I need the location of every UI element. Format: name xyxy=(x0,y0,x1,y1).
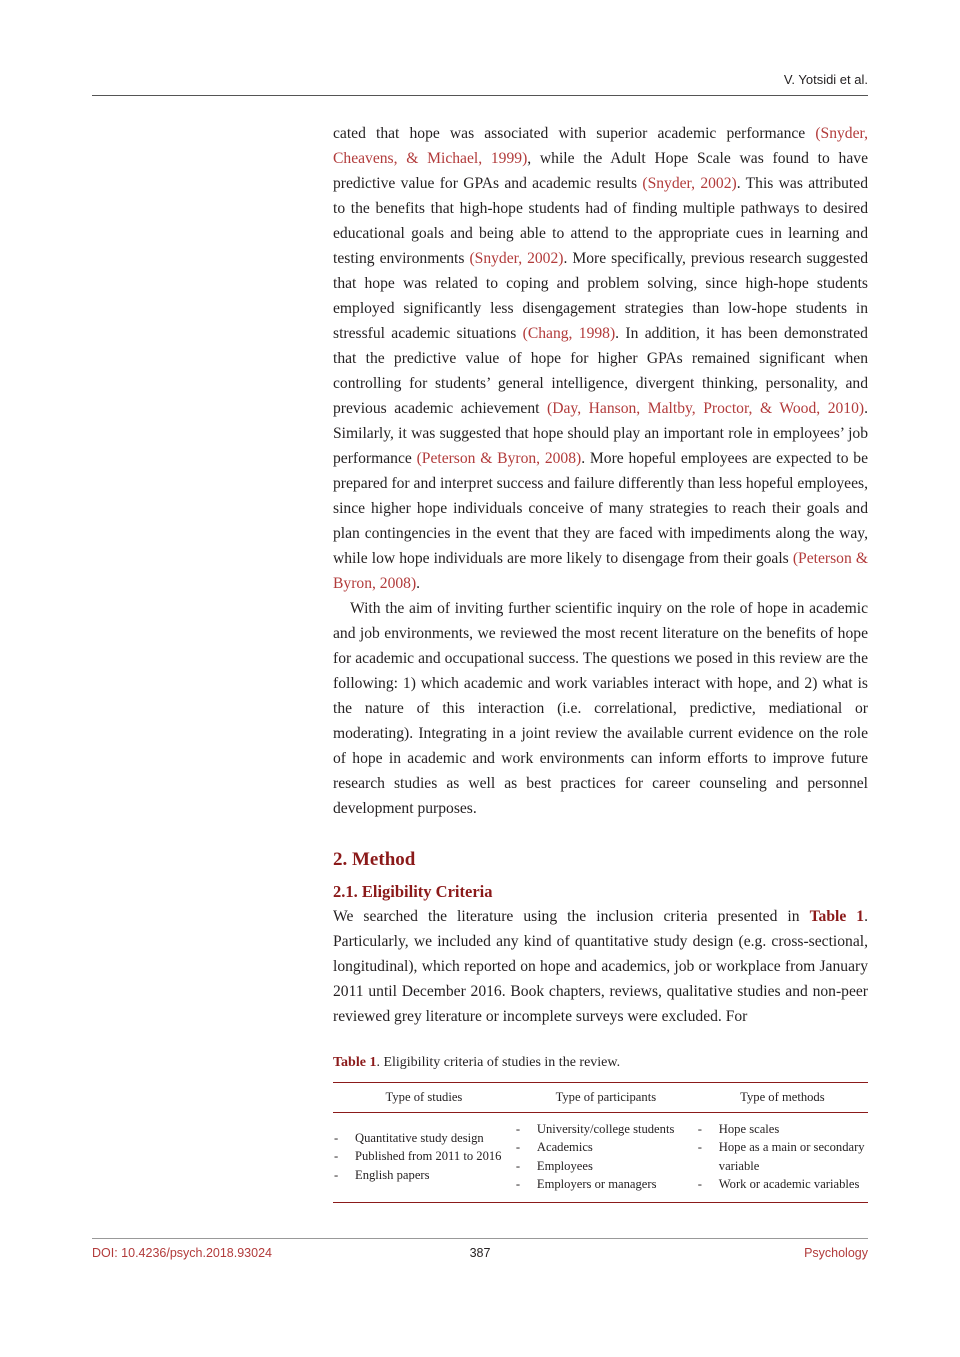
list-item: - Hope scales xyxy=(697,1120,868,1139)
paragraph-hope-academic-job xyxy=(333,121,868,596)
list-item: - Employees xyxy=(515,1157,697,1176)
list-item: - University/college students xyxy=(515,1120,697,1139)
citation-peterson-byron-2008-b[interactable]: (Peterson & Byron, 2008) xyxy=(333,550,868,592)
list-item: - Published from 2011 to 2016 xyxy=(333,1147,515,1166)
citation-snyder-2002-b[interactable]: (Snyder, 2002) xyxy=(469,250,564,267)
column-header-methods: Type of methods xyxy=(697,1083,868,1113)
table-header-row xyxy=(333,1083,868,1113)
text-run: , while the Adult Hope Scale was found to have predictive value for GPAs and academic results xyxy=(333,150,868,192)
citation-day-2010[interactable]: (Day, Hanson, Maltby, Proctor, & Wood, 2010) xyxy=(547,400,865,417)
text-run: . xyxy=(416,575,421,592)
text-run: . More specifically, previous research suggested that hope was related to coping and problem solving, since high-hope students employed significantly less disengagement strategies than low-hope students in stressful academic situations xyxy=(333,250,868,342)
eligibility-criteria-table xyxy=(333,1082,868,1203)
page-number: 387 xyxy=(469,1246,491,1260)
cell-participants xyxy=(515,1112,697,1202)
text-run: . Particularly, we included any kind of quantitative study design (e.g. cross-sectional, longitudinal), which reported on hope and academics, job or workplace from January 2011 until December 2016. Book chapters, reviews, qualitative studies and non-peer reviewed grey literature or incomplete surveys were excluded. For xyxy=(333,908,868,1025)
footer-journal-link[interactable]: Psychology xyxy=(804,1246,868,1260)
list-item: - Quantitative study design xyxy=(333,1129,515,1148)
table-reference-link[interactable]: Table 1 xyxy=(809,908,865,925)
header-divider xyxy=(92,95,868,96)
text-run: . More hopeful employees are expected to be prepared for and interpret success and failure differently than less hopeful employees, since higher hope individuals conceive of many strategies to reach their goals and plan contingencies in the event that they are faced with impediments along the way, while low hope individuals are more likely to disengage from their goals xyxy=(333,450,869,567)
running-header-author: V. Yotsidi et al. xyxy=(783,72,868,87)
list-item: - Work or academic variables xyxy=(697,1175,868,1194)
column-header-studies: Type of studies xyxy=(333,1083,515,1113)
table-caption xyxy=(333,1053,868,1073)
table-caption-text: . Eligibility criteria of studies in the review. xyxy=(376,1055,621,1070)
citation-snyder-2002[interactable]: (Snyder, 2002) xyxy=(642,175,737,192)
cell-methods xyxy=(697,1112,868,1202)
text-run: . Similarly, it was suggested that hope should play an important role in employees’ job performance xyxy=(333,400,868,467)
list-item: - English papers xyxy=(333,1166,515,1185)
text-run: cated that hope was associated with superior academic performance xyxy=(333,125,816,142)
citation-peterson-byron-2008[interactable]: (Peterson & Byron, 2008) xyxy=(416,450,582,467)
footer-divider xyxy=(92,1238,868,1239)
table-label: Table 1 xyxy=(333,1055,377,1070)
column-header-participants: Type of participants xyxy=(515,1083,697,1113)
cell-studies xyxy=(333,1112,515,1202)
subsection-title-eligibility: 2.1. Eligibility Criteria xyxy=(333,882,493,901)
citation-snyder-1999[interactable]: (Snyder, Cheavens, & Michael, 1999) xyxy=(333,125,868,167)
text-run: . In addition, it has been demonstrated that the predictive value of hope for higher GPAs remained significant when controlling for students’ general intelligence, divergent thinking, personality, and previous academic achievement xyxy=(333,325,868,417)
list-item: - Hope as a main or secondary variable xyxy=(697,1138,868,1175)
list-item: - Academics xyxy=(515,1138,697,1157)
page-content xyxy=(333,121,868,1203)
table-row xyxy=(333,1112,868,1202)
text-run: We searched the literature using the inclusion criteria presented in xyxy=(333,908,810,925)
paragraph-eligibility xyxy=(333,904,868,1029)
list-item: - Employers or managers xyxy=(515,1175,697,1194)
text-run: . This was attributed to the benefits that high-hope students had of finding multiple pathways to desired educational goals and being able to attend to the appropriate cues in learning and testing environments xyxy=(333,175,868,267)
footer-doi-link[interactable]: DOI: 10.4236/psych.2018.93024 xyxy=(92,1246,272,1260)
section-title-method: 2. Method xyxy=(333,849,416,870)
citation-chang-1998[interactable]: (Chang, 1998) xyxy=(522,325,616,342)
paragraph-review-aim: With the aim of inviting further scientific inquiry on the role of hope in academic and job environments, we reviewed the most recent literature on the benefits of hope for academic and occupational success. The questions we posed in this review are the following: 1) which academic and work variables interact with hope, and 2) what is the nature of this interaction (i.e. correlational, predictive, mediational or moderating). Integrating in a joint review the available current evidence on the role of hope in academic and work environments can inform efforts to improve future research studies as well as best practices for career counseling and personnel development purposes. xyxy=(333,600,868,817)
